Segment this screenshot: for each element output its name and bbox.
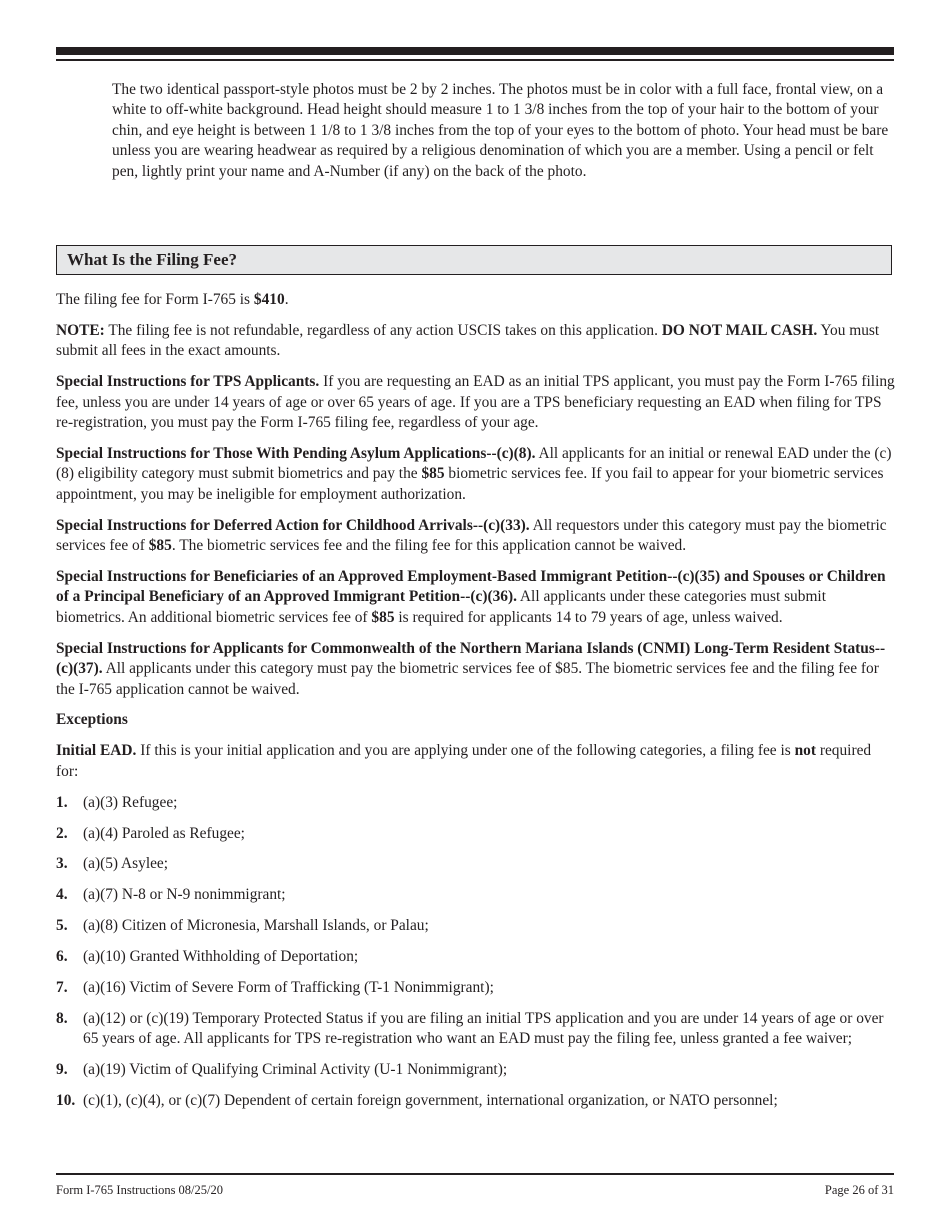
daca-heading: Special Instructions for Deferred Action for Childhood Arrivals--(c)(33).: [56, 516, 530, 534]
list-item: 1. (a)(3) Refugee;: [56, 793, 178, 811]
list-item: 6. (a)(10) Granted Withholding of Deportation;: [56, 948, 359, 966]
list-item: 10. (c)(1), (c)(4), or (c)(7) Dependent of certain foreign government, international organization, or NATO personnel;: [56, 1092, 778, 1110]
filing-fee-amount: $410: [253, 291, 285, 308]
exceptions-heading: Exceptions: [56, 711, 128, 729]
list-item: 5. (a)(8) Citizen of Micronesia, Marshall Islands, or Palau;: [56, 917, 429, 935]
note-paragraph: NOTE: The filing fee is not refundable, regardless of any action USCIS takes on this application. DO NOT MAIL CASH. You must submit all fees in the exact amounts.: [56, 321, 880, 360]
footer-page-number: Page 26 of 31: [824, 1183, 894, 1197]
header-rule-thin: [56, 59, 894, 61]
list-item: 8. (a)(12) or (c)(19) Temporary Protected Status if you are filing an initial TPS application and you are under 14 years of age or over 65 years of age. All applicants for TPS re-registration who want an EAD must pay the filing fee, unless granted a fee waiver;: [56, 1009, 884, 1048]
note-label: NOTE:: [56, 321, 105, 339]
beneficiaries-instructions: Special Instructions for Beneficiaries of an Approved Employment-Based Immigrant Petition--(c)(35) and Spouses or Children of a Principal Beneficiary of an Approved Immigrant Petition--(c)(36). All applicants under these categories must submit biometrics. An additional biometric services fee of $85 is required for applicants 14 to 79 years of age, unless waived.: [56, 567, 886, 626]
list-item: 4. (a)(7) N-8 or N-9 nonimmigrant;: [56, 886, 286, 904]
filing-fee-paragraph: The filing fee for Form I-765 is $410.: [56, 291, 289, 308]
cnmi-instructions: Special Instructions for Applicants for Commonwealth of the Northern Mariana Islands (CNMI) Long-Term Resident Status--(c)(37). All applicants under this category must pay the biometric services fee of $85. The biometric services fee and the filing fee for the I-765 application cannot be waived.: [56, 639, 886, 698]
asylum-instructions: Special Instructions for Those With Pending Asylum Applications--(c)(8). All applicants for an initial or renewal EAD under the (c)(8) eligibility category must submit biometrics and pay the $85 biometric services fee. If you fail to appear for your biometric services appointment, you may be ineligible for employment authorization.: [56, 444, 892, 503]
asylum-heading: Special Instructions for Those With Pending Asylum Applications--(c)(8).: [56, 444, 536, 462]
do-not-mail-cash: DO NOT MAIL CASH.: [661, 321, 818, 339]
cnmi-heading: Special Instructions for Applicants for Commonwealth of the Northern Mariana Islands (CNMI) Long-Term Resident Status--(c)(37).: [56, 639, 886, 678]
list-item: 3. (a)(5) Asylee;: [56, 855, 169, 873]
filing-fee-body: [56, 290, 896, 1122]
section-heading-filing-fee: What Is the Filing Fee?: [56, 245, 892, 275]
list-item: 7. (a)(16) Victim of Severe Form of Trafficking (T-1 Nonimmigrant);: [56, 979, 494, 997]
initial-ead-heading: Initial EAD.: [56, 742, 137, 760]
list-item: 2. (a)(4) Paroled as Refugee;: [56, 824, 245, 842]
photo-requirements-paragraph: The two identical passport-style photos must be 2 by 2 inches. The photos must be in color with a full face, frontal view, on a white to off-white background. Head height should measure 1 to 1 3/8 inches from the top of your hair to the bottom of your chin, and eye height is between 1 1/8 to 1 3/8 inches from the top of your eyes to the bottom of photo. Your head must be bare unless you are wearing headwear as required by a religious denomination of which you are a member. Using a pencil or felt pen, lightly print your name and A-Number (if any) on the back of the photo.: [112, 81, 889, 180]
header-rule-thick: [56, 47, 894, 55]
tps-instructions: Special Instructions for TPS Applicants. If you are requesting an EAD as an initial TPS applicant, you must pay the Form I-765 filing fee, unless you are under 14 years of age or over 65 years of age. If you are a TPS beneficiary requesting an EAD when filing for TPS re-registration, you must pay the Form I-765 filing fee, regardless of your age.: [56, 373, 895, 432]
beneficiaries-heading: Special Instructions for Beneficiaries of an Approved Employment-Based Immigrant Petition--(c)(35) and Spouses or Children of a Principal Beneficiary of an Approved Immigrant Petition--(c)(36).: [56, 567, 886, 606]
footer-form-id: Form I-765 Instructions 08/25/20: [56, 1183, 224, 1197]
list-item: 9. (a)(19) Victim of Qualifying Criminal Activity (U-1 Nonimmigrant);: [56, 1061, 508, 1079]
daca-instructions: Special Instructions for Deferred Action for Childhood Arrivals--(c)(33). All requestors under this category must pay the biometric services fee of $85. The biometric services fee and the filing fee for this application cannot be waived.: [56, 516, 887, 555]
exception-list: [56, 793, 896, 1112]
initial-ead-paragraph: Initial EAD. If this is your initial application and you are applying under one of the following categories, a filing fee is not required for:: [56, 742, 872, 780]
footer-rule: [56, 1173, 894, 1175]
tps-heading: Special Instructions for TPS Applicants.: [56, 373, 320, 391]
